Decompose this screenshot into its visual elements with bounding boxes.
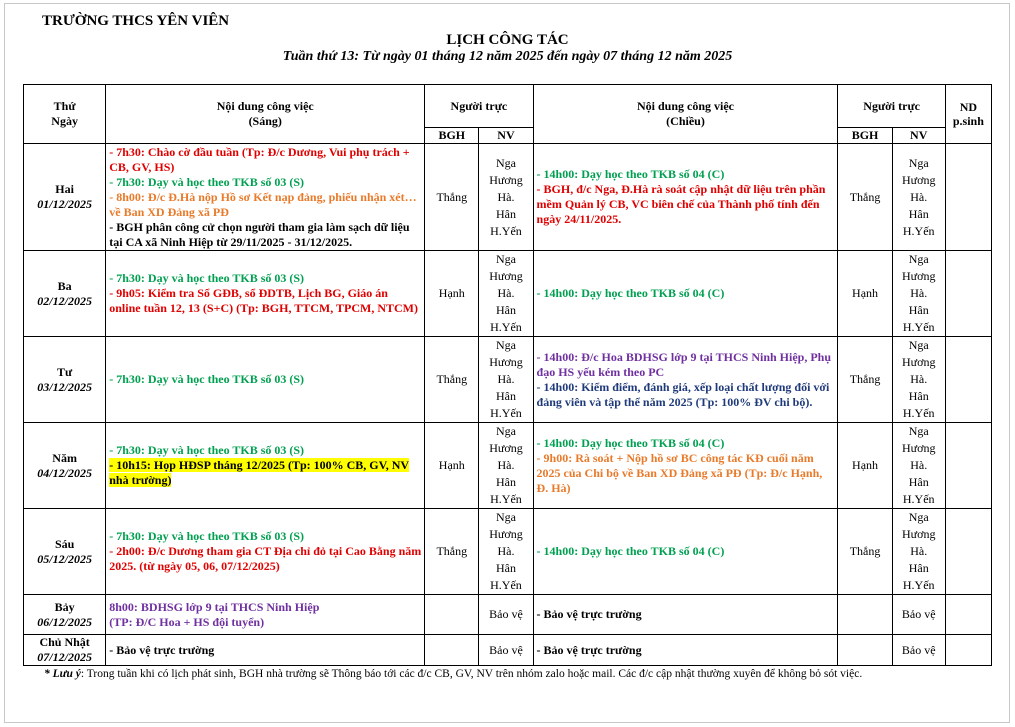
header-person-afternoon: Người trực xyxy=(838,85,945,128)
header-morning xyxy=(106,85,425,144)
day-cell xyxy=(24,337,106,423)
task-item xyxy=(109,643,421,658)
staff-name: H.Yến xyxy=(902,320,935,334)
nv-morning xyxy=(479,509,533,595)
nv-morning xyxy=(479,251,533,337)
nv-afternoon xyxy=(892,595,945,635)
header-morning-line2: (Sáng) xyxy=(248,114,282,128)
task-text: - 7h30: Dạy và học theo TKB số 03 (S) xyxy=(109,174,305,189)
staff-name: Hân xyxy=(908,475,929,489)
day-cell xyxy=(24,635,106,666)
day-date: 06/12/2025 xyxy=(37,614,92,629)
footnote xyxy=(44,668,862,680)
nv-afternoon xyxy=(892,423,945,509)
staff-name: Hà. xyxy=(910,458,928,472)
bgh-morning: Hạnh xyxy=(425,251,479,337)
staff-name: H.Yến xyxy=(490,406,522,420)
school-name: TRƯỜNG THCS YÊN VIÊN xyxy=(42,13,230,29)
staff-name: Hà. xyxy=(497,372,515,386)
day-name: Bảy xyxy=(54,599,75,614)
task-text: (TP: Đ/C Hoa + HS đội tuyển) xyxy=(109,614,265,629)
staff-name: Hân xyxy=(908,303,929,317)
staff-name: Hân xyxy=(495,561,516,575)
table-row xyxy=(24,509,992,595)
staff-name: Bảo vệ xyxy=(901,607,936,621)
bgh-morning: Thắng xyxy=(425,509,479,595)
staff-name: Nga xyxy=(908,252,929,266)
staff-name: Hà. xyxy=(910,372,928,386)
task-text: - 7h30: Dạy và học theo TKB số 03 (S) xyxy=(109,529,305,543)
staff-name: Hân xyxy=(495,206,516,221)
morning-tasks xyxy=(106,635,425,666)
page-title: LỊCH CÔNG TÁC xyxy=(446,32,569,48)
table-row xyxy=(24,635,992,666)
morning-tasks xyxy=(106,595,425,635)
staff-name: Hân xyxy=(495,389,516,403)
staff-name: Hương xyxy=(901,269,936,283)
bgh-afternoon: Thắng xyxy=(838,144,892,251)
day-date: 07/12/2025 xyxy=(37,650,92,664)
footnote-text: : Trong tuần khi có lịch phát sinh, BGH nhà trường sẽ Thông báo tới các đ/c CB, GV, NV trên nhóm zalo hoặc mail. Các đ/c cập nhật thường xuyên để không bỏ sót việc. xyxy=(80,668,863,680)
header-nv-morning: NV xyxy=(479,128,533,144)
task-text: - 9h05: Kiểm tra Sổ GĐB, sổ ĐDTB, Lịch BG, Giáo án online tuần 12, 13 (S+C) (Tp: BGH, TTCM, TPCM, NTCM) xyxy=(109,286,418,315)
staff-name: H.Yến xyxy=(902,492,935,506)
task-text: - 14h00: Dạy học theo TKB số 04 (C) xyxy=(536,435,725,450)
staff-name: H.Yến xyxy=(490,492,522,506)
task-item xyxy=(537,350,835,380)
day-cell xyxy=(24,251,106,337)
task-item xyxy=(537,167,835,182)
task-item xyxy=(109,544,421,574)
staff-name: Bảo vệ xyxy=(489,607,523,621)
header-nd-psinh: ND p.sinh xyxy=(945,85,991,144)
morning-tasks xyxy=(106,337,425,423)
day-date: 05/12/2025 xyxy=(37,551,92,566)
staff-name: Hà. xyxy=(910,189,928,204)
day-name: Sáu xyxy=(54,536,75,551)
task-text: - 14h00: Dạy học theo TKB số 04 (C) xyxy=(536,286,725,300)
task-text: - 10h15: Họp HĐSP tháng 12/2025 (Tp: 100% CB, GV, NV nhà trường) xyxy=(109,458,410,487)
morning-tasks xyxy=(106,509,425,595)
nv-morning xyxy=(479,635,533,666)
day-date: 01/12/2025 xyxy=(37,197,92,211)
bgh-morning: Thắng xyxy=(425,144,479,251)
header-afternoon-line1: Nội dung công việc xyxy=(637,99,735,113)
task-item xyxy=(109,286,421,316)
staff-name: Nga xyxy=(495,252,516,266)
task-item xyxy=(537,380,835,410)
day-date: 03/12/2025 xyxy=(37,379,92,394)
task-item xyxy=(109,145,421,175)
schedule-table xyxy=(23,84,992,666)
task-text: - 14h00: Đ/c Hoa BDHSG lớp 9 tại THCS Ninh Hiệp, Phụ đạo HS yếu kém theo PC xyxy=(536,349,832,379)
bgh-morning xyxy=(425,595,479,635)
staff-name: Hà. xyxy=(910,544,928,558)
afternoon-tasks xyxy=(533,337,838,423)
staff-name: Nga xyxy=(908,155,929,170)
task-item xyxy=(109,615,421,630)
task-text: - 9h00: Rà soát + Nộp hồ sơ BC công tác KĐ cuối năm 2025 của Chi bộ về Ban XD Đảng xã PĐ (Tp: Đ/c Hạnh, Đ. Hà) xyxy=(536,450,823,495)
staff-name: H.Yến xyxy=(902,578,935,592)
task-item xyxy=(537,451,835,496)
task-item xyxy=(537,182,835,227)
nd-psinh-cell xyxy=(945,251,991,337)
staff-name: Hà. xyxy=(910,286,928,300)
nd-psinh-cell xyxy=(945,595,991,635)
task-item xyxy=(109,220,421,250)
staff-name: Hương xyxy=(489,269,523,283)
bgh-afternoon: Thắng xyxy=(838,509,892,595)
morning-tasks xyxy=(106,423,425,509)
task-item xyxy=(537,544,835,559)
staff-name: Nga xyxy=(908,424,929,438)
schedule-body xyxy=(24,144,992,666)
table-row xyxy=(24,423,992,509)
staff-name: Hương xyxy=(489,527,523,541)
staff-name: Nga xyxy=(908,338,929,352)
task-item xyxy=(109,458,421,488)
nv-morning xyxy=(479,144,533,251)
staff-name: Hương xyxy=(489,355,523,369)
table-row xyxy=(24,337,992,423)
header-bgh-afternoon: BGH xyxy=(838,128,892,144)
bgh-morning xyxy=(425,635,479,666)
day-name: Tư xyxy=(57,364,73,379)
task-item xyxy=(109,372,421,387)
afternoon-tasks xyxy=(533,595,838,635)
staff-name: Hân xyxy=(908,561,929,575)
nd-psinh-cell xyxy=(945,509,991,595)
day-name: Ba xyxy=(57,278,72,293)
staff-name: H.Yến xyxy=(490,320,522,334)
staff-name: Nga xyxy=(495,338,516,352)
task-text: - 2h00: Đ/c Dương tham gia CT Địa chỉ đỏ tại Cao Bằng năm 2025. (từ ngày 05, 06, 07/12/2025) xyxy=(109,544,422,573)
day-date: 04/12/2025 xyxy=(37,465,92,480)
bgh-afternoon xyxy=(838,595,892,635)
staff-name: Hương xyxy=(489,172,523,187)
task-text: - 7h30: Chào cờ đầu tuần (Tp: Đ/c Dương, Vui phụ trách + CB, GV, HS) xyxy=(109,144,410,174)
task-text: - BGH phân công cử chọn người tham gia làm sạch dữ liệu tại CA xã Ninh Hiệp từ 29/11/2025 - 31/12/2025. xyxy=(109,219,410,249)
task-item xyxy=(109,529,421,544)
staff-name: Hà. xyxy=(497,189,515,204)
header-bgh-morning: BGH xyxy=(425,128,479,144)
staff-name: H.Yến xyxy=(902,223,935,238)
staff-name: Hân xyxy=(908,206,929,221)
header-person-morning: Người trực xyxy=(425,85,533,128)
page-subtitle: Tuần thứ 13: Từ ngày 01 tháng 12 năm 2025 đến ngày 07 tháng 12 năm 2025 xyxy=(282,49,733,64)
afternoon-tasks xyxy=(533,251,838,337)
nv-morning xyxy=(479,595,533,635)
task-text: - 7h30: Dạy và học theo TKB số 03 (S) xyxy=(109,443,305,457)
day-cell xyxy=(24,595,106,635)
task-item xyxy=(537,643,835,658)
table-row xyxy=(24,595,992,635)
task-item xyxy=(109,175,421,190)
staff-name: Hà. xyxy=(497,544,515,558)
nd-psinh-cell xyxy=(945,423,991,509)
table-row xyxy=(24,251,992,337)
task-item xyxy=(109,600,421,615)
nv-morning xyxy=(479,337,533,423)
table-row xyxy=(24,144,992,251)
header-day-line1: Thứ xyxy=(53,99,76,113)
staff-name: H.Yến xyxy=(490,578,522,592)
task-item xyxy=(109,190,421,220)
task-text: - BGH, đ/c Nga, Đ.Hà rà soát cập nhật dữ liệu trên phần mềm Quản lý CB, VC biên chế của Thành phố tính đến ngày 24/11/2025. xyxy=(536,182,826,226)
staff-name: Hương xyxy=(901,441,936,455)
staff-name: Hương xyxy=(901,355,936,369)
nv-afternoon xyxy=(892,635,945,666)
footnote-label: * Lưu ý xyxy=(44,668,81,680)
day-name: Chủ Nhật xyxy=(39,635,90,649)
afternoon-tasks xyxy=(533,509,838,595)
staff-name: Hương xyxy=(901,172,936,187)
task-item xyxy=(109,271,421,286)
header-afternoon xyxy=(533,85,838,144)
nv-afternoon xyxy=(892,337,945,423)
staff-name: Hân xyxy=(908,389,929,403)
header-day xyxy=(24,85,106,144)
day-name: Hai xyxy=(55,182,74,196)
task-text: - Bảo vệ trực trường xyxy=(109,642,215,657)
task-text: - 8h00: Đ/c Đ.Hà nộp Hồ sơ Kết nạp đảng, phiếu nhận xét… về Ban XD Đảng xã PĐ xyxy=(109,189,417,219)
morning-tasks xyxy=(106,144,425,251)
staff-name: Hà. xyxy=(497,286,515,300)
staff-name: Hân xyxy=(495,475,516,489)
bgh-morning: Thắng xyxy=(425,337,479,423)
afternoon-tasks xyxy=(533,144,838,251)
header-afternoon-line2: (Chiều) xyxy=(666,114,705,128)
task-text: 8h00: BDHSG lớp 9 tại THCS Ninh Hiệp xyxy=(109,599,320,614)
bgh-afternoon: Thắng xyxy=(838,337,892,423)
nd-psinh-cell xyxy=(945,337,991,423)
task-text: - 7h30: Dạy và học theo TKB số 03 (S) xyxy=(109,372,305,386)
task-text: - 7h30: Dạy và học theo TKB số 03 (S) xyxy=(109,271,305,285)
staff-name: Hân xyxy=(495,303,516,317)
staff-name: Hương xyxy=(489,441,523,455)
task-item xyxy=(537,286,835,301)
task-item xyxy=(537,607,835,622)
nd-psinh-cell xyxy=(945,144,991,251)
nd-psinh-cell xyxy=(945,635,991,666)
day-cell xyxy=(24,144,106,251)
bgh-morning: Hạnh xyxy=(425,423,479,509)
day-name: Năm xyxy=(52,450,77,465)
staff-name: Nga xyxy=(495,155,516,170)
header-nv-afternoon: NV xyxy=(892,128,945,144)
header-day-line2: Ngày xyxy=(51,114,78,128)
staff-name: Nga xyxy=(495,424,516,438)
task-text: - 14h00: Dạy học theo TKB số 04 (C) xyxy=(536,544,725,558)
staff-name: Bảo vệ xyxy=(489,642,523,657)
nv-morning xyxy=(479,423,533,509)
staff-name: H.Yến xyxy=(902,406,935,420)
staff-name: Nga xyxy=(495,510,516,524)
task-text: - 14h00: Kiểm điểm, đánh giá, xếp loại chất lượng đối với đảng viên và tập thể năm 2025 (Tp: 100% ĐV chi bộ). xyxy=(536,379,830,409)
nv-afternoon xyxy=(892,144,945,251)
task-item xyxy=(109,443,421,458)
task-item xyxy=(537,436,835,451)
afternoon-tasks xyxy=(533,423,838,509)
nv-afternoon xyxy=(892,251,945,337)
staff-name: Hà. xyxy=(497,458,515,472)
bgh-afternoon xyxy=(838,635,892,666)
task-text: - Bảo vệ trực trường xyxy=(536,642,642,657)
task-text: - Bảo vệ trực trường xyxy=(536,607,642,621)
nv-afternoon xyxy=(892,509,945,595)
bgh-afternoon: Hạnh xyxy=(838,423,892,509)
day-cell xyxy=(24,423,106,509)
staff-name: Bảo vệ xyxy=(901,642,936,657)
staff-name: Hương xyxy=(901,527,936,541)
day-cell xyxy=(24,509,106,595)
bgh-afternoon: Hạnh xyxy=(838,251,892,337)
morning-tasks xyxy=(106,251,425,337)
afternoon-tasks xyxy=(533,635,838,666)
staff-name: H.Yến xyxy=(490,223,522,238)
header-morning-line1: Nội dung công việc xyxy=(216,99,314,113)
staff-name: Nga xyxy=(908,510,929,524)
task-text: - 14h00: Dạy học theo TKB số 04 (C) xyxy=(536,167,725,181)
day-date: 02/12/2025 xyxy=(37,293,92,308)
